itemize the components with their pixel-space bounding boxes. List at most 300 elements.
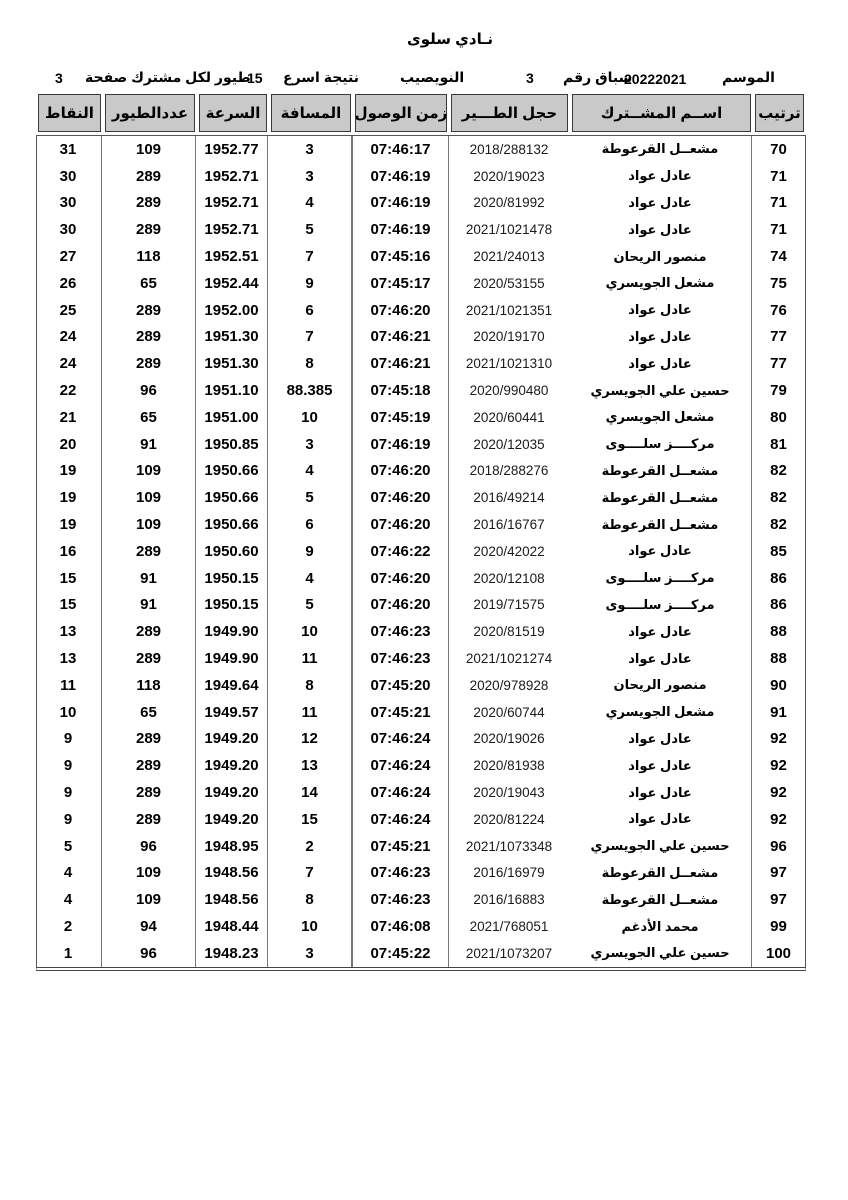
cell-rank: 82 bbox=[770, 489, 787, 507]
cell-points: 25 bbox=[35, 297, 102, 324]
cell-birds: 289 bbox=[102, 752, 196, 779]
cell-distance: 7 bbox=[268, 324, 352, 351]
cell-ring: 2020/42022 bbox=[448, 538, 569, 565]
table-row bbox=[37, 431, 805, 458]
cell-points: 10 bbox=[35, 699, 102, 726]
cell-points: 24 bbox=[35, 324, 102, 351]
cell-points: 24 bbox=[35, 350, 102, 377]
cell-points: 30 bbox=[35, 190, 102, 217]
cell-birds: 289 bbox=[102, 163, 196, 190]
cell-speed: 1949.20 bbox=[196, 806, 268, 833]
cell-points: 16 bbox=[35, 538, 102, 565]
cell-speed: 1949.90 bbox=[196, 645, 268, 672]
cell-speed: 1951.00 bbox=[196, 404, 268, 431]
cell-points: 31 bbox=[35, 136, 102, 163]
cell-rank: 82 bbox=[770, 516, 787, 534]
cell-name: مشعــل القرعوطة bbox=[569, 860, 752, 887]
table-row bbox=[37, 886, 805, 913]
cell-name: عادل عواد bbox=[569, 779, 752, 806]
cell-speed: 1950.15 bbox=[196, 565, 268, 592]
season-label: الموسم bbox=[722, 69, 775, 85]
cell-speed: 1952.51 bbox=[196, 243, 268, 270]
cell-ring: 2021/1021310 bbox=[448, 350, 569, 377]
cell-points: 30 bbox=[35, 163, 102, 190]
cell-ring: 2021/1021478 bbox=[448, 216, 569, 243]
cell-distance: 15 bbox=[268, 806, 352, 833]
cell-name: عادل عواد bbox=[569, 726, 752, 753]
cell-speed: 1950.60 bbox=[196, 538, 268, 565]
table-body bbox=[36, 135, 806, 971]
cell-time: 07:46:23 bbox=[352, 886, 448, 913]
cell-points: 4 bbox=[35, 860, 102, 887]
cell-speed: 1951.10 bbox=[196, 377, 268, 404]
cell-ring: 2016/16883 bbox=[448, 886, 569, 913]
cell-distance: 8 bbox=[268, 672, 352, 699]
page-number: 3 bbox=[55, 70, 63, 86]
cell-speed: 1952.71 bbox=[196, 163, 268, 190]
race-results-table bbox=[36, 94, 806, 971]
cell-ring: 2021/1021351 bbox=[448, 297, 569, 324]
cell-distance: 5 bbox=[268, 484, 352, 511]
cell-distance: 3 bbox=[268, 163, 352, 190]
cell-name: عادل عواد bbox=[569, 216, 752, 243]
table-row bbox=[37, 806, 805, 833]
cell-points: 13 bbox=[35, 618, 102, 645]
cell-points: 30 bbox=[35, 216, 102, 243]
cell-ring: 2016/49214 bbox=[448, 484, 569, 511]
table-row bbox=[37, 511, 805, 538]
cell-rank: 97 bbox=[770, 891, 787, 909]
race-number-label: سباق رقم bbox=[563, 69, 633, 85]
table-row bbox=[37, 163, 805, 190]
cell-ring: 2021/768051 bbox=[448, 913, 569, 940]
cell-ring: 2020/60441 bbox=[448, 404, 569, 431]
cell-birds: 91 bbox=[102, 592, 196, 619]
table-row bbox=[37, 618, 805, 645]
cell-name: حسين علي الجويسري bbox=[569, 377, 752, 404]
cell-points: 9 bbox=[35, 752, 102, 779]
col-header-ring: حجل الطـــير bbox=[451, 94, 568, 132]
table-row bbox=[37, 484, 805, 511]
cell-ring: 2020/12035 bbox=[448, 431, 569, 458]
cell-speed: 1952.00 bbox=[196, 297, 268, 324]
cell-points: 1 bbox=[35, 940, 102, 967]
cell-time: 07:46:20 bbox=[352, 458, 448, 485]
cell-distance: 3 bbox=[268, 940, 352, 967]
cell-birds: 91 bbox=[102, 565, 196, 592]
cell-speed: 1950.66 bbox=[196, 511, 268, 538]
cell-name: منصور الريحان bbox=[569, 672, 752, 699]
cell-speed: 1950.66 bbox=[196, 484, 268, 511]
cell-time: 07:46:20 bbox=[352, 297, 448, 324]
cell-time: 07:45:21 bbox=[352, 833, 448, 860]
cell-time: 07:46:21 bbox=[352, 350, 448, 377]
cell-rank: 92 bbox=[770, 757, 787, 775]
cell-rank: 92 bbox=[770, 784, 787, 802]
cell-ring: 2021/1021274 bbox=[448, 645, 569, 672]
cell-speed: 1948.56 bbox=[196, 860, 268, 887]
cell-time: 07:46:24 bbox=[352, 726, 448, 753]
cell-time: 07:46:19 bbox=[352, 216, 448, 243]
table-row bbox=[37, 270, 805, 297]
cell-distance: 10 bbox=[268, 404, 352, 431]
cell-birds: 289 bbox=[102, 538, 196, 565]
col-header-birds: عددالطيور bbox=[105, 94, 195, 132]
table-row bbox=[37, 297, 805, 324]
cell-points: 19 bbox=[35, 458, 102, 485]
cell-time: 07:45:16 bbox=[352, 243, 448, 270]
cell-birds: 289 bbox=[102, 350, 196, 377]
cell-time: 07:46:21 bbox=[352, 324, 448, 351]
cell-ring: 2020/53155 bbox=[448, 270, 569, 297]
race-location: النويصيب bbox=[400, 69, 465, 85]
cell-distance: 8 bbox=[268, 886, 352, 913]
cell-distance: 3 bbox=[268, 136, 352, 163]
table-row bbox=[37, 216, 805, 243]
cell-points: 9 bbox=[35, 726, 102, 753]
table-row bbox=[37, 913, 805, 940]
cell-speed: 1952.71 bbox=[196, 216, 268, 243]
season-value: 20222021 bbox=[624, 71, 687, 87]
cell-distance: 3 bbox=[268, 431, 352, 458]
cell-speed: 1952.77 bbox=[196, 136, 268, 163]
cell-rank: 85 bbox=[770, 542, 787, 560]
cell-distance: 88.385 bbox=[268, 377, 352, 404]
cell-rank: 88 bbox=[770, 623, 787, 641]
table-row bbox=[37, 377, 805, 404]
table-row bbox=[37, 860, 805, 887]
cell-rank: 71 bbox=[770, 194, 787, 212]
cell-speed: 1952.71 bbox=[196, 190, 268, 217]
cell-points: 11 bbox=[35, 672, 102, 699]
cell-name: مشعــل القرعوطة bbox=[569, 458, 752, 485]
cell-birds: 289 bbox=[102, 618, 196, 645]
cell-points: 22 bbox=[35, 377, 102, 404]
cell-birds: 289 bbox=[102, 806, 196, 833]
page-title: نـادي سلوى bbox=[406, 31, 494, 48]
cell-time: 07:45:21 bbox=[352, 699, 448, 726]
cell-ring: 2020/990480 bbox=[448, 377, 569, 404]
cell-ring: 2020/978928 bbox=[448, 672, 569, 699]
cell-name: عادل عواد bbox=[569, 618, 752, 645]
cell-speed: 1949.64 bbox=[196, 672, 268, 699]
cell-ring: 2020/12108 bbox=[448, 565, 569, 592]
cell-rank: 86 bbox=[770, 596, 787, 614]
cell-speed: 1948.56 bbox=[196, 886, 268, 913]
cell-name: منصور الريحان bbox=[569, 243, 752, 270]
cell-birds: 109 bbox=[102, 886, 196, 913]
cell-time: 07:46:23 bbox=[352, 618, 448, 645]
cell-name: عادل عواد bbox=[569, 350, 752, 377]
meta-line bbox=[0, 56, 848, 90]
cell-ring: 2020/81992 bbox=[448, 190, 569, 217]
cell-distance: 4 bbox=[268, 565, 352, 592]
cell-name: محمد الأدغم bbox=[569, 913, 752, 940]
cell-rank: 91 bbox=[770, 703, 787, 721]
cell-speed: 1952.44 bbox=[196, 270, 268, 297]
table-row bbox=[37, 645, 805, 672]
cell-name: حسين علي الجويسري bbox=[569, 833, 752, 860]
cell-distance: 7 bbox=[268, 860, 352, 887]
cell-time: 07:45:19 bbox=[352, 404, 448, 431]
cell-birds: 109 bbox=[102, 136, 196, 163]
cell-birds: 289 bbox=[102, 779, 196, 806]
cell-name: عادل عواد bbox=[569, 645, 752, 672]
cell-rank: 100 bbox=[765, 944, 792, 962]
cell-distance: 12 bbox=[268, 726, 352, 753]
cell-time: 07:45:20 bbox=[352, 672, 448, 699]
cell-birds: 109 bbox=[102, 484, 196, 511]
cell-birds: 96 bbox=[102, 377, 196, 404]
cell-distance: 2 bbox=[268, 833, 352, 860]
cell-distance: 7 bbox=[268, 243, 352, 270]
cell-name: عادل عواد bbox=[569, 163, 752, 190]
cell-speed: 1948.95 bbox=[196, 833, 268, 860]
cell-name: مشعــل القرعوطة bbox=[569, 136, 752, 163]
cell-birds: 91 bbox=[102, 431, 196, 458]
cell-time: 07:46:19 bbox=[352, 190, 448, 217]
cell-rank: 99 bbox=[770, 918, 787, 935]
cell-speed: 1948.23 bbox=[196, 940, 268, 967]
table-row bbox=[37, 752, 805, 779]
cell-points: 27 bbox=[35, 243, 102, 270]
cell-time: 07:46:20 bbox=[352, 592, 448, 619]
cell-name: مركــــز سلــــوى bbox=[569, 431, 752, 458]
cell-time: 07:46:08 bbox=[352, 913, 448, 940]
cell-distance: 10 bbox=[268, 618, 352, 645]
cell-time: 07:45:17 bbox=[352, 270, 448, 297]
cell-birds: 96 bbox=[102, 940, 196, 967]
cell-birds: 65 bbox=[102, 270, 196, 297]
table-row bbox=[37, 324, 805, 351]
cell-speed: 1951.30 bbox=[196, 350, 268, 377]
cell-ring: 2020/60744 bbox=[448, 699, 569, 726]
cell-speed: 1949.90 bbox=[196, 618, 268, 645]
cell-ring: 2020/19043 bbox=[448, 779, 569, 806]
cell-speed: 1950.85 bbox=[196, 431, 268, 458]
cell-time: 07:46:19 bbox=[352, 431, 448, 458]
cell-speed: 1950.15 bbox=[196, 592, 268, 619]
cell-distance: 9 bbox=[268, 270, 352, 297]
cell-ring: 2020/19026 bbox=[448, 726, 569, 753]
cell-name: عادل عواد bbox=[569, 752, 752, 779]
cell-ring: 2021/1073348 bbox=[448, 833, 569, 860]
cell-ring: 2020/19170 bbox=[448, 324, 569, 351]
cell-birds: 289 bbox=[102, 645, 196, 672]
cell-birds: 118 bbox=[102, 243, 196, 270]
table-row bbox=[37, 404, 805, 431]
cell-time: 07:46:20 bbox=[352, 484, 448, 511]
cell-speed: 1951.30 bbox=[196, 324, 268, 351]
cell-name: عادل عواد bbox=[569, 297, 752, 324]
cell-time: 07:46:23 bbox=[352, 860, 448, 887]
cell-points: 9 bbox=[35, 806, 102, 833]
cell-rank: 76 bbox=[770, 301, 787, 319]
cell-birds: 109 bbox=[102, 511, 196, 538]
cell-birds: 65 bbox=[102, 404, 196, 431]
cell-name: حسين علي الجويسري bbox=[569, 940, 752, 967]
cell-name: مشعــل القرعوطة bbox=[569, 511, 752, 538]
cell-birds: 96 bbox=[102, 833, 196, 860]
cell-points: 15 bbox=[35, 592, 102, 619]
cell-rank: 75 bbox=[770, 274, 787, 292]
cell-distance: 10 bbox=[268, 913, 352, 940]
table-row bbox=[37, 592, 805, 619]
cell-ring: 2021/24013 bbox=[448, 243, 569, 270]
table-row bbox=[37, 699, 805, 726]
table-row bbox=[37, 833, 805, 860]
cell-time: 07:46:20 bbox=[352, 511, 448, 538]
table-row bbox=[37, 779, 805, 806]
cell-rank: 97 bbox=[770, 864, 787, 882]
table-row bbox=[37, 190, 805, 217]
cell-name: مشعل الجويسري bbox=[569, 270, 752, 297]
cell-points: 21 bbox=[35, 404, 102, 431]
cell-distance: 6 bbox=[268, 297, 352, 324]
cell-time: 07:46:17 bbox=[352, 136, 448, 163]
cell-rank: 74 bbox=[770, 248, 787, 266]
cell-birds: 289 bbox=[102, 216, 196, 243]
cell-time: 07:46:20 bbox=[352, 565, 448, 592]
cell-points: 19 bbox=[35, 511, 102, 538]
cell-birds: 118 bbox=[102, 672, 196, 699]
cell-distance: 6 bbox=[268, 511, 352, 538]
cell-points: 15 bbox=[35, 565, 102, 592]
table-row bbox=[37, 538, 805, 565]
cell-rank: 82 bbox=[770, 462, 787, 480]
cell-rank: 77 bbox=[770, 355, 787, 373]
cell-time: 07:46:23 bbox=[352, 645, 448, 672]
cell-distance: 11 bbox=[268, 645, 352, 672]
cell-name: مركــــز سلــــوى bbox=[569, 565, 752, 592]
col-header-name: اســم المشــترك bbox=[572, 94, 751, 132]
cell-rank: 71 bbox=[770, 221, 787, 239]
cell-name: مشعل الجويسري bbox=[569, 699, 752, 726]
cell-time: 07:46:24 bbox=[352, 779, 448, 806]
col-header-distance: المسافة bbox=[271, 94, 351, 132]
cell-time: 07:46:24 bbox=[352, 806, 448, 833]
cell-rank: 92 bbox=[770, 730, 787, 748]
cell-name: عادل عواد bbox=[569, 324, 752, 351]
cell-time: 07:46:19 bbox=[352, 163, 448, 190]
cell-distance: 14 bbox=[268, 779, 352, 806]
cell-ring: 2021/1073207 bbox=[448, 940, 569, 967]
cell-birds: 109 bbox=[102, 458, 196, 485]
cell-rank: 90 bbox=[770, 676, 787, 694]
col-header-speed: السرعة bbox=[199, 94, 267, 132]
cell-speed: 1949.20 bbox=[196, 779, 268, 806]
cell-birds: 289 bbox=[102, 726, 196, 753]
cell-name: عادل عواد bbox=[569, 190, 752, 217]
table-row bbox=[37, 940, 805, 967]
cell-name: مشعل الجويسري bbox=[569, 404, 752, 431]
col-header-rank: ترتيب bbox=[755, 94, 804, 132]
cell-distance: 9 bbox=[268, 538, 352, 565]
cell-ring: 2018/288132 bbox=[448, 136, 569, 163]
cell-points: 5 bbox=[35, 833, 102, 860]
cell-points: 26 bbox=[35, 270, 102, 297]
cell-birds: 94 bbox=[102, 913, 196, 940]
cell-rank: 79 bbox=[770, 382, 787, 400]
cell-distance: 5 bbox=[268, 216, 352, 243]
cell-points: 4 bbox=[35, 886, 102, 913]
cell-birds: 65 bbox=[102, 699, 196, 726]
cell-distance: 8 bbox=[268, 350, 352, 377]
cell-name: مركــــز سلــــوى bbox=[569, 592, 752, 619]
table-row bbox=[37, 672, 805, 699]
table-row bbox=[37, 243, 805, 270]
cell-points: 19 bbox=[35, 484, 102, 511]
cell-rank: 71 bbox=[770, 167, 787, 185]
cell-name: مشعــل القرعوطة bbox=[569, 886, 752, 913]
cell-rank: 92 bbox=[770, 810, 787, 828]
race-number-value: 3 bbox=[526, 70, 534, 86]
cell-ring: 2018/288276 bbox=[448, 458, 569, 485]
cell-name: مشعــل القرعوطة bbox=[569, 484, 752, 511]
table-row bbox=[37, 458, 805, 485]
cell-distance: 13 bbox=[268, 752, 352, 779]
cell-rank: 81 bbox=[770, 435, 787, 453]
cell-ring: 2020/81519 bbox=[448, 618, 569, 645]
cell-rank: 86 bbox=[770, 569, 787, 587]
cell-birds: 289 bbox=[102, 324, 196, 351]
cell-speed: 1949.20 bbox=[196, 752, 268, 779]
cell-time: 07:45:22 bbox=[352, 940, 448, 967]
cell-birds: 289 bbox=[102, 190, 196, 217]
cell-ring: 2020/81224 bbox=[448, 806, 569, 833]
cell-birds: 109 bbox=[102, 860, 196, 887]
table-row bbox=[37, 136, 805, 163]
cell-distance: 4 bbox=[268, 190, 352, 217]
cell-time: 07:46:22 bbox=[352, 538, 448, 565]
table-row bbox=[37, 565, 805, 592]
cell-name: عادل عواد bbox=[569, 538, 752, 565]
cell-rank: 96 bbox=[770, 837, 787, 855]
cell-rank: 70 bbox=[770, 140, 787, 158]
cell-points: 13 bbox=[35, 645, 102, 672]
cell-ring: 2020/81938 bbox=[448, 752, 569, 779]
cell-time: 07:46:24 bbox=[352, 752, 448, 779]
table-header-row bbox=[36, 94, 806, 135]
table-row bbox=[37, 350, 805, 377]
cell-name: عادل عواد bbox=[569, 806, 752, 833]
cell-distance: 11 bbox=[268, 699, 352, 726]
cell-ring: 2019/71575 bbox=[448, 592, 569, 619]
cell-points: 2 bbox=[35, 913, 102, 940]
cell-time: 07:45:18 bbox=[352, 377, 448, 404]
cell-speed: 1948.44 bbox=[196, 913, 268, 940]
cell-speed: 1950.66 bbox=[196, 458, 268, 485]
cell-rank: 88 bbox=[770, 650, 787, 668]
table-row bbox=[37, 726, 805, 753]
cell-rank: 80 bbox=[770, 408, 787, 426]
col-header-points: النقاط bbox=[38, 94, 101, 132]
result-fastest-value: 15 bbox=[247, 70, 263, 86]
cell-points: 9 bbox=[35, 779, 102, 806]
cell-distance: 4 bbox=[268, 458, 352, 485]
cell-ring: 2020/19023 bbox=[448, 163, 569, 190]
cell-ring: 2016/16979 bbox=[448, 860, 569, 887]
cell-speed: 1949.20 bbox=[196, 726, 268, 753]
cell-points: 20 bbox=[35, 431, 102, 458]
cell-distance: 5 bbox=[268, 592, 352, 619]
result-fastest-label: نتيجة اسرع bbox=[283, 69, 359, 85]
birds-per-entrant-page-label: طيور لكل مشترك صفحة bbox=[85, 69, 251, 85]
cell-ring: 2016/16767 bbox=[448, 511, 569, 538]
cell-rank: 77 bbox=[770, 328, 787, 346]
cell-speed: 1949.57 bbox=[196, 699, 268, 726]
col-header-time: زمن الوصول bbox=[355, 94, 447, 132]
